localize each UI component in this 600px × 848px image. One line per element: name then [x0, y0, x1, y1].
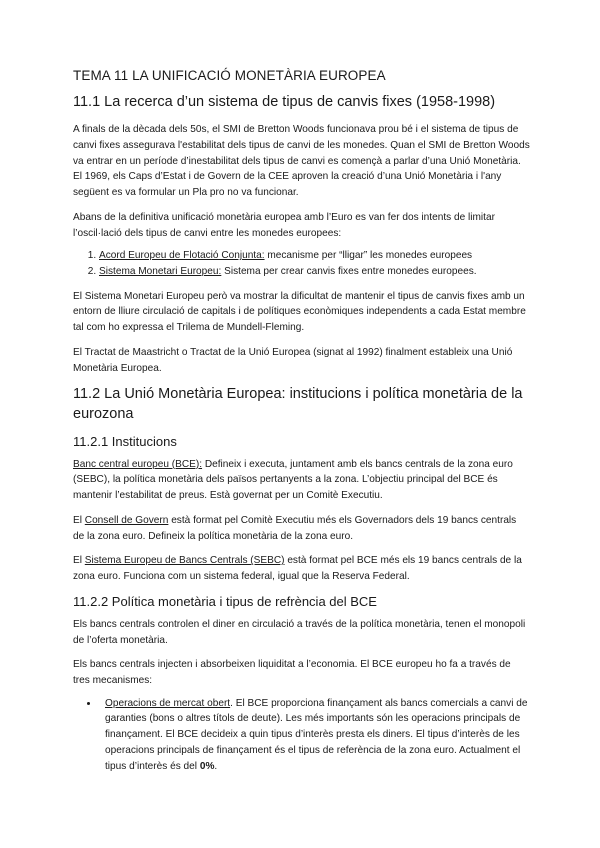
bce-text: Defineix i executa, juntament amb els bancs centrals de la zona euro (SEBC), la política monetària dels països pertanyents a la zona. L’objectiu principal del BCE és mantenir l’estabilitat de preus. Està governat per un Comitè Executiu. [73, 458, 513, 502]
section-2-heading: 11.2 La Unió Monetària Europea: institucions i política monetària de la eurozona [73, 386, 523, 422]
section-1-heading: 11.1 La recerca d’un sistema de tipus de canvis fixes (1958-1998) [73, 94, 496, 110]
mechanisms-bullet-list [73, 696, 530, 775]
section-1-paragraph-4: El Tractat de Maastricht o Tractat de la Unió Europea (signat al 1992) finalment estableix una Unió Monetària Europea. [73, 346, 513, 374]
list-item-text: Sistema per crear canvis fixes entre monedes europees. [221, 266, 477, 277]
subsection-institucions-heading: 11.2.1 Institucions [73, 433, 177, 449]
list-item-text: mecanisme per “lligar” les monedes europees [264, 250, 473, 262]
interest-rate-value: 0% [199, 760, 215, 772]
bce-term: Banc central europeu (BCE): [73, 458, 203, 470]
list-item [99, 696, 530, 775]
list-item-term: Acord Europeu de Flotació Conjunta: [99, 250, 265, 262]
bullet-term: Operacions de mercat obert [105, 697, 231, 709]
sebc-text: està format pel BCE més els 19 bancs centrals de la zona euro. Funciona com un sistema federal, igual que la Reserva Federal. [73, 555, 522, 583]
sebc-paragraph [73, 553, 530, 584]
bullet-text: . El BCE proporciona finançament als bancs comercials a canvi de garanties (bons o altres títols de deute). Les més importants són les operacions principals de finançament. El BCE decideix a quin tipus d’interès presta els diners. El tipus d’interès de les operacions principals de finançament és el tipus de referència de la zona euro. Actualment el tipus d’interès és del [105, 697, 528, 772]
section-1-paragraph-3: El Sistema Monetari Europeu però va mostrar la dificultat de mantenir el tipus de canvis fixes amb un entorn de lliure circulació de capitals i de polítiques econòmiques independents a cada Estat membre tal com ho expressa el Trilema de Mundell-Fleming. [73, 290, 526, 334]
sebc-prefix: El [73, 555, 85, 567]
section-1-numbered-list [73, 248, 530, 279]
consell-term: Consell de Govern [84, 514, 169, 526]
consell-text: està format pel Comitè Executiu més els Governadors dels 19 bancs centrals de la zona euro. Defineix la política monetària de la zona euro. [73, 514, 517, 542]
list-item [99, 248, 530, 264]
section-1-paragraph-1: A finals de la dècada dels 50s, el SMI de Bretton Woods funcionava prou bé i el sistema de tipus de canvi fixes assegurava l'estabilitat dels tipus de canvi de les monedes. Quan el SMI de Bretton Woods va entrar en un període d’inestabilitat dels tipus de canvi es començà a parlar d’una Unió Monetària. El 1969, els Caps d’Estat i de Govern de la CEE aproven la creació d’una Unió Monetària i l'any següent es va formular un Pla pro no va funcionar. [73, 124, 530, 199]
bce-paragraph [73, 457, 530, 504]
subsection-politica-heading: 11.2.2 Política monetària i tipus de refrència del BCE [73, 593, 377, 609]
politica-paragraph-1: Els bancs centrals controlen el diner en circulació a través de la política monetària, tenen el monopoli de l’oferta monetària. [73, 618, 526, 646]
politica-paragraph-2: Els bancs centrals injecten i absorbeixen liquiditat a l’economia. El BCE europeu ho fa a través de tres mecanismes: [73, 659, 511, 686]
consell-prefix: El [73, 514, 85, 526]
list-item-term: Sistema Monetari Europeu: [99, 266, 222, 277]
document-title: TEMA 11 LA UNIFICACIÓ MONETÀRIA EUROPEA [73, 68, 386, 83]
sebc-term: Sistema Europeu de Bancs Centrals (SEBC) [84, 555, 285, 567]
consell-paragraph [73, 513, 530, 544]
bullet-end: . [214, 760, 218, 772]
section-1-paragraph-2: Abans de la definitiva unificació monetària europea amb l’Euro es van fer dos intents de limitar l’oscil·lació dels tipus de canvi entre les monedes europees: [73, 211, 495, 239]
list-item [99, 264, 530, 280]
